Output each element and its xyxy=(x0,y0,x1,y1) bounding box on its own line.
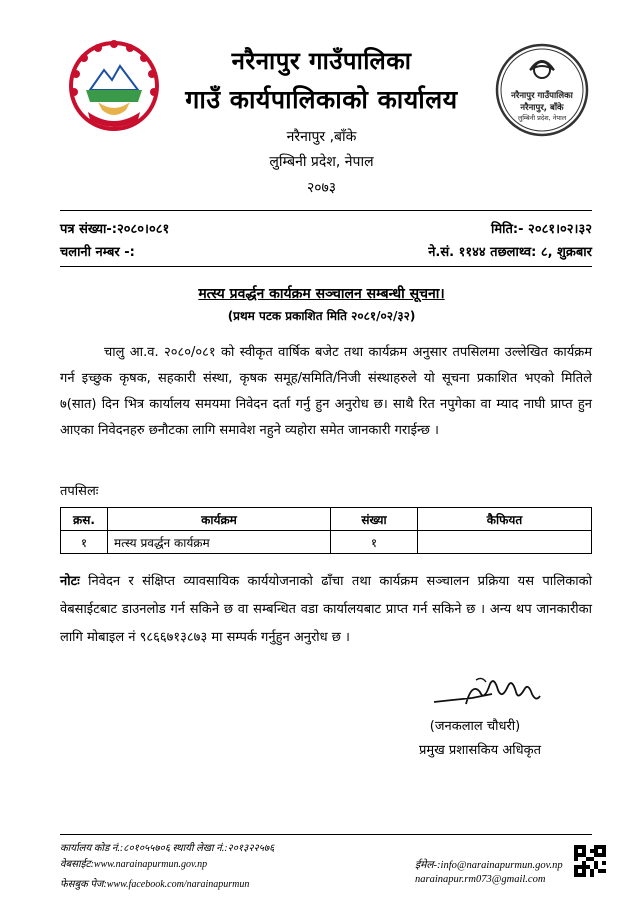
address-line-2: लुम्बिनी प्रदेश, नेपाल xyxy=(269,154,374,170)
col-header-count: संख्या xyxy=(331,508,418,531)
footer-facebook[interactable]: फेसबुक पेज:www.facebook.com/narainapurmun xyxy=(60,879,250,890)
program-table xyxy=(60,507,592,554)
signatory-name: (जनकलाल चौधरी) xyxy=(429,719,521,734)
stamp-text-top: नरैनापुर गाउँपालिका xyxy=(511,91,573,101)
stamp-text-mid: नरैनापुर, बाँके xyxy=(520,103,564,113)
note-text: निवेदन र संक्षिप्त व्यावसायिक कार्ययोजनाको ढाँचा तथा कार्यक्रम सञ्चालन प्रक्रिया यस पालिकाको वेबसाईटबाट डाउनलोड गर्न सकिने छ वा सम्बन्धित वडा कार्यालयबाट प्राप्त गर्न सकिने छ । अन्य थप जानकारीका लागि मोबाइल नं ९८६६७१३८७३ मा सम्पर्क गर्नुहुन अनुरोध छ । xyxy=(60,574,592,645)
footer-website[interactable]: वेबसाईट:www.narainapurmun.gov.np xyxy=(60,859,208,870)
qr-code-icon xyxy=(574,845,606,877)
letter-number: पत्र संख्या-:२०८०।०८१ xyxy=(60,222,170,237)
office-stamp xyxy=(494,42,590,138)
signatory-title: प्रमुख प्रशासकिय अधिकृत xyxy=(418,743,542,758)
note-paragraph xyxy=(60,568,592,652)
signature-image xyxy=(432,672,542,716)
footer-email[interactable]: ईमेल-:info@narainapurmun.gov.np xyxy=(415,860,563,871)
meta-divider xyxy=(60,266,592,267)
col-header-program: कार्यक्रम xyxy=(108,508,331,531)
notice-subject: मत्स्य प्रवर्द्धन कार्यक्रम सञ्चालन सम्बन्धी सूचना। xyxy=(198,286,445,302)
header-divider xyxy=(60,210,592,211)
year-label: २०७३ xyxy=(306,180,337,196)
footer-office-code: कार्यालय कोड नं.:८०१०५५७०६ स्थायी लेखा नं.:२०१३२२५७६ xyxy=(60,843,275,854)
table-header-row xyxy=(61,508,592,531)
municipality-name: नरैनापुर गाउँपालिका xyxy=(231,47,412,75)
letter-date: मिति:- २०८१।०२।३२ xyxy=(491,222,592,237)
stamp-text-bottom: लुम्बिनी प्रदेश, नेपाल xyxy=(517,114,567,122)
cell-remarks xyxy=(418,531,592,554)
table-row xyxy=(61,531,592,554)
footer-divider xyxy=(60,834,592,835)
cell-serial: १ xyxy=(61,531,108,554)
address-line-1: नरैनापुर ,बाँके xyxy=(286,129,357,145)
note-label: नोटः xyxy=(60,574,80,589)
cell-program: मत्स्य प्रवर्द्धन कार्यक्रम xyxy=(108,531,331,554)
footer-email-2[interactable]: narainapur.rm073@gmail.com xyxy=(415,874,546,885)
notice-body: चालु आ.व. २०८०/०८१ को स्वीकृत वार्षिक बजेट तथा कार्यक्रम अनुसार तपसिलमा उल्लेखित कार्यक्रम गर्न इच्छुक कृषक, सहकारी संस्था, कृषक समूह/समिति/निजी संस्थाहरुले यो सूचना प्रकाशित भएको मितिले ७(सात) दिन भित्र कार्यालय समयमा निवेदन दर्ता गर्नु हुन अनुरोध छ। साथै रित नपुगेका वा म्याद नाघी प्राप्त हुन आएका निवेदनहरु छनौटका लागि समावेश नहुने व्यहोरा समेत जानकारी गराईन्छ । xyxy=(60,345,592,438)
col-header-remarks: कैफियत xyxy=(418,508,592,531)
tapasil-label: तपसिलः xyxy=(60,484,99,499)
first-published-date: (प्रथम पटक प्रकाशित मिति २०८१/०२/३२) xyxy=(227,309,416,323)
col-header-serial: क्रस. xyxy=(61,508,108,531)
nepal-sambat-date: ने.सं. ११४४ तछलाथ्व: ८, शुक्रबार xyxy=(428,245,592,260)
dispatch-number: चलानी नम्बर -: xyxy=(60,245,135,260)
office-name: गाउँ कार्यपालिकाको कार्यालय xyxy=(185,85,458,114)
cell-count: १ xyxy=(331,531,418,554)
